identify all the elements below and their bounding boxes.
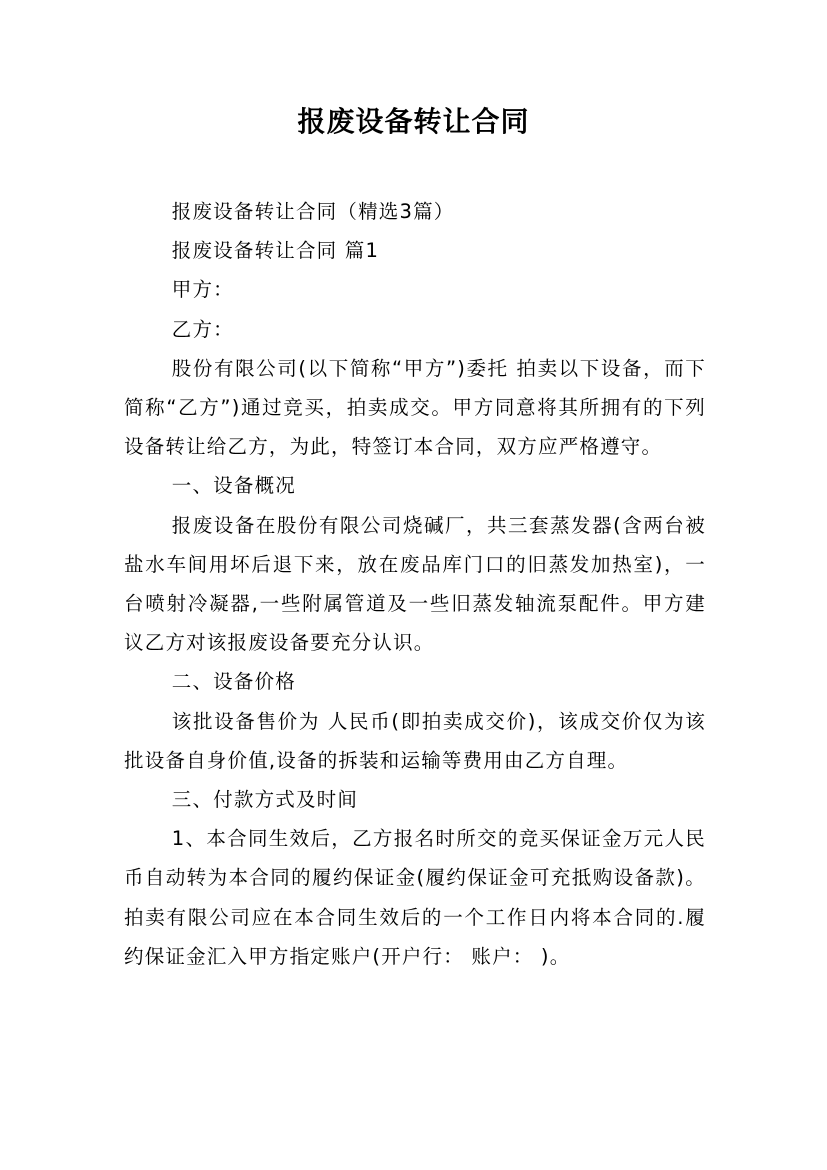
paragraph-heading-payment: 三、付款方式及时间 bbox=[171, 788, 359, 812]
document-title: 报废设备转让合同 bbox=[297, 105, 530, 138]
paragraph-heading-equipment: 一、设备概况 bbox=[171, 474, 296, 498]
paragraph-party-a: 甲方： bbox=[171, 278, 234, 302]
paragraph-section-heading: 报废设备转让合同 篇1 bbox=[171, 239, 380, 263]
paragraph-equipment: 报废设备在股份有限公司烧碱厂，共三套蒸发器(含两台被盐水车间用坏后退下来，放在废品库门口的旧蒸发加热室)，一台喷射冷凝器,一些附属管道及一些旧蒸发轴流泵配件。甲方建议乙方对该报废设备要充分认识。 bbox=[124, 513, 706, 655]
paragraph-party-b: 乙方： bbox=[171, 317, 234, 341]
document-body bbox=[124, 192, 706, 976]
paragraph-price: 该批设备售价为 人民币(即拍卖成交价)，该成交价仅为该批设备自身价值,设备的拆装和运输等费用由乙方自理。 bbox=[124, 709, 706, 772]
paragraph-payment: 1、本合同生效后，乙方报名时所交的竞买保证金万元人民币自动转为本合同的履约保证金(履约保证金可充抵购设备款)。 拍卖有限公司应在本合同生效后的一个工作日内将本合同的.履约保证金汇入甲方指定账户(开户行： 账户： )。 bbox=[124, 827, 706, 968]
paragraph-subtitle: 报废设备转让合同（精选3篇） bbox=[171, 200, 455, 223]
paragraph-heading-price: 二、设备价格 bbox=[171, 670, 296, 694]
paragraph-intro: 股份有限公司(以下简称“甲方”)委托 拍卖以下设备，而下简称“乙方”)通过竞买，拍卖成交。甲方同意将其所拥有的下列设备转让给乙方，为此，特签订本合同，双方应严格遵守。 bbox=[124, 356, 706, 459]
